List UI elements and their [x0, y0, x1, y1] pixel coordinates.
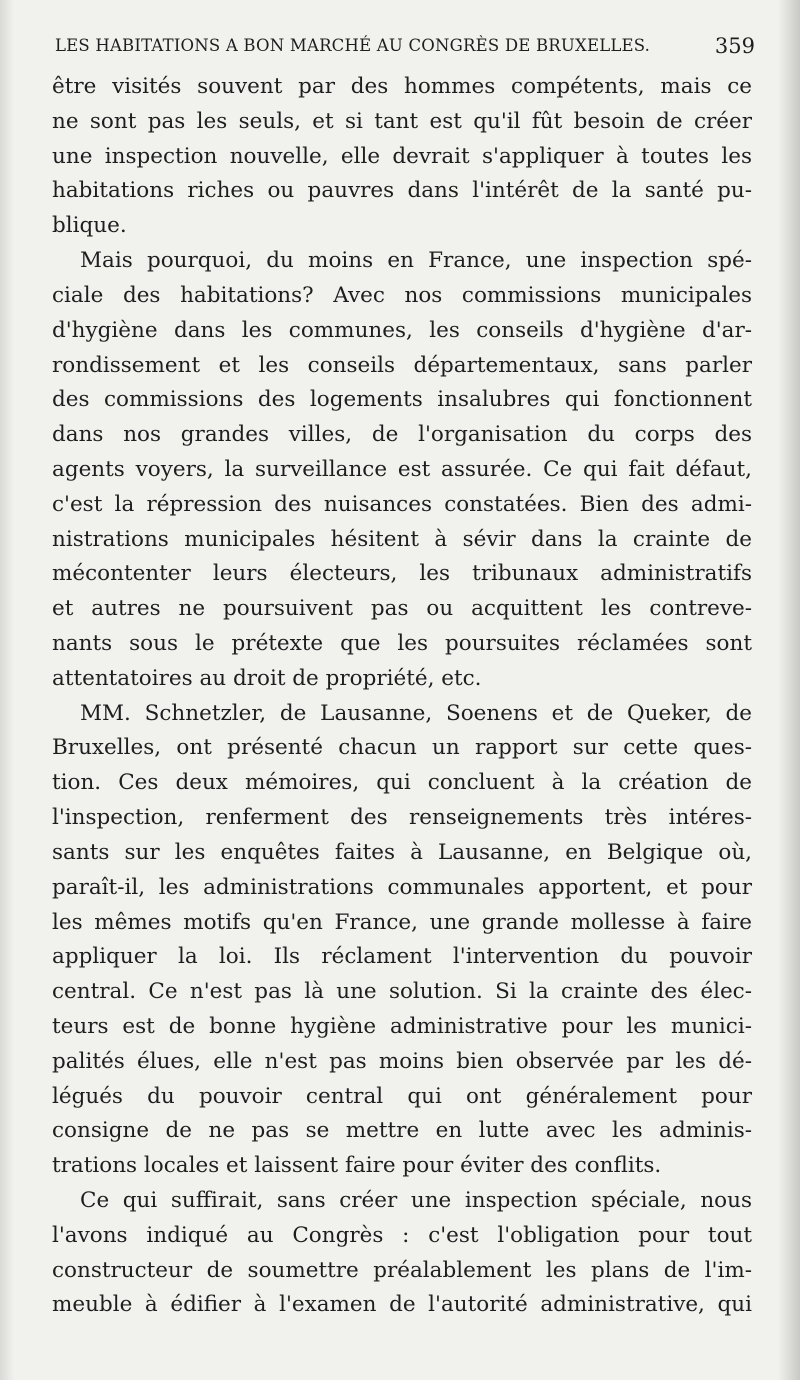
text-line: l'avons indiqué au Congrès : c'est l'obligation pour tout [52, 1222, 752, 1248]
running-head: LES HABITATIONS A BON MARCHÉ AU CONGRÈS DE BRUXELLES. [55, 36, 651, 55]
text-line: sants sur les enquêtes faites à Lausanne, en Belgique où, [52, 839, 752, 865]
text-line: Mais pourquoi, du moins en France, une inspection spé- [80, 248, 752, 274]
text-line: rondissement et les conseils départementaux, sans parler [52, 352, 752, 378]
page-header [55, 31, 755, 61]
text-line: constructeur de soumettre préalablement les plans de l'im- [52, 1257, 752, 1283]
text-line: l'inspection, renferment des renseignements très intéres- [52, 805, 752, 831]
text-line: appliquer la loi. Ils réclament l'intervention du pouvoir [52, 944, 752, 970]
text-line: les mêmes motifs qu'en France, une grande mollesse à faire [52, 909, 752, 935]
page-number: 359 [714, 34, 755, 58]
text-line: consigne de ne pas se mettre en lutte avec les adminis- [52, 1118, 752, 1144]
text-line: habitations riches ou pauvres dans l'intérêt de la santé pu- [52, 178, 752, 204]
text-line: mécontenter leurs électeurs, les tribunaux administratifs [52, 561, 752, 587]
text-line: ne sont pas les seuls, et si tant est qu'il fût besoin de créer [52, 108, 752, 134]
text-line: Bruxelles, ont présenté chacun un rapport sur cette ques- [52, 735, 752, 761]
page-gutter-shadow [0, 0, 14, 1380]
text-line: teurs est de bonne hygiène administrative pour les munici- [52, 1013, 752, 1039]
page-edge-shadow [778, 0, 800, 1380]
text-line: attentatoires au droit de propriété, etc. [52, 665, 482, 691]
text-line: tion. Ces deux mémoires, qui concluent à la création de [52, 770, 752, 796]
text-line: légués du pouvoir central qui ont généralement pour [52, 1083, 752, 1109]
text-line: être visités souvent par des hommes compétents, mais ce [52, 74, 752, 99]
text-line: palités élues, elle n'est pas moins bien observée par les dé- [52, 1048, 752, 1074]
text-line: MM. Schnetzler, de Lausanne, Soenens et de Queker, de [80, 700, 752, 726]
text-line: une inspection nouvelle, elle devrait s'appliquer à toutes les [52, 143, 752, 169]
text-line: c'est la répression des nuisances constatées. Bien des admi- [52, 491, 752, 517]
text-line: des commissions des logements insalubres qui fonctionnent [52, 387, 752, 413]
text-line: blique. [52, 213, 127, 239]
text-line: trations locales et laissent faire pour éviter des conflits. [52, 1153, 662, 1179]
text-line: dans nos grandes villes, de l'organisation du corps des [52, 422, 752, 448]
text-line: nants sous le prétexte que les poursuites réclamées sont [52, 631, 752, 656]
paragraph [52, 1184, 752, 1323]
text-line: agents voyers, la surveillance est assurée. Ce qui fait défaut, [52, 456, 752, 482]
paragraph [52, 244, 752, 697]
text-line: central. Ce n'est pas là une solution. Si la crainte des élec- [52, 979, 752, 1005]
paragraph [52, 697, 752, 1184]
text-line: et autres ne poursuivent pas ou acquittent les contreve- [52, 596, 752, 622]
text-line: ciale des habitations? Avec nos commissions municipales [52, 282, 752, 308]
text-line: paraît-il, les administrations communales apportent, et pour [52, 874, 752, 900]
text-line: d'hygiène dans les communes, les conseils d'hygiène d'ar- [52, 317, 752, 343]
text-line: meuble à édifier à l'examen de l'autorité administrative, qui [52, 1292, 752, 1318]
text-line: Ce qui suffirait, sans créer une inspection spéciale, nous [80, 1188, 752, 1213]
paragraph [52, 70, 752, 244]
text-line: nistrations municipales hésitent à sévir dans la crainte de [52, 526, 752, 552]
body-text [52, 70, 752, 1323]
